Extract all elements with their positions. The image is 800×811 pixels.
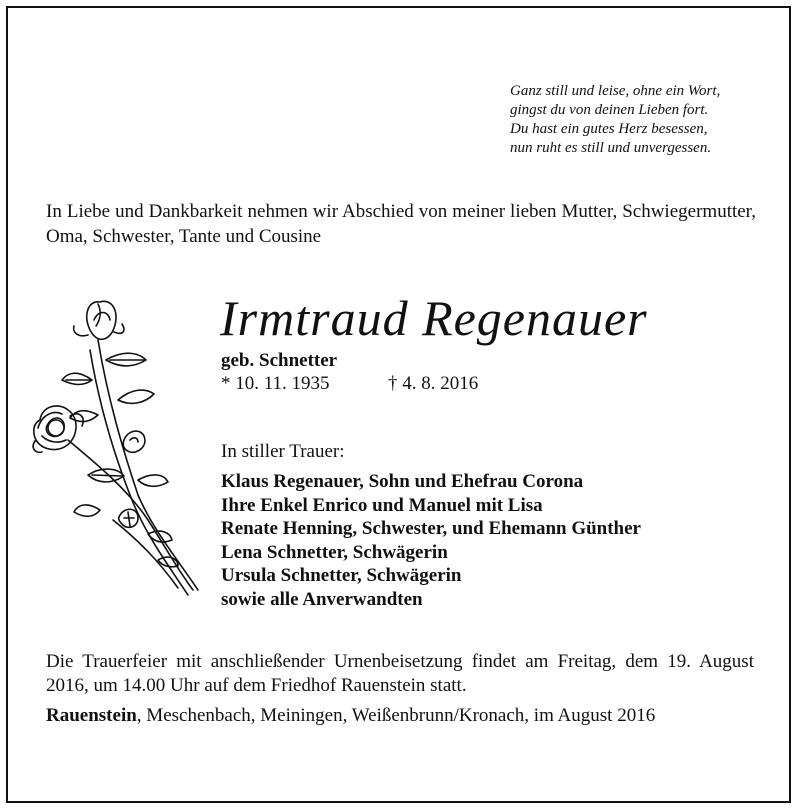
- mourner-line: sowie alle Anverwandten: [221, 588, 423, 610]
- poem-line: gingst du von deinen Lieben fort.: [510, 102, 709, 118]
- mourners-list: [221, 470, 641, 611]
- places-rest: , Meschenbach, Meiningen, Weißenbrunn/Kronach, im August 2016: [136, 705, 656, 726]
- poem: [510, 82, 720, 158]
- deceased-name: Irmtraud Regenauer: [220, 290, 648, 346]
- mourner-line: Ursula Schnetter, Schwägerin: [221, 565, 462, 586]
- intro-text: In Liebe und Dankbarkeit nehmen wir Abschied von meiner lieben Mutter, Schwiegermutter, Oma, Schwester, Tante und Cousine: [46, 201, 756, 247]
- poem-line: Ganz still und leise, ohne ein Wort,: [510, 83, 721, 99]
- ceremony-text: Die Trauerfeier mit anschließender Urnenbeisetzung findet am Freitag, dem 19. August 2016, um 14.00 Uhr auf dem Friedhof Rauenstein statt.: [46, 651, 754, 696]
- mourner-line: Renate Henning, Schwester, und Ehemann Günther: [221, 518, 641, 539]
- mourner-line: Ihre Enkel Enrico und Manuel mit Lisa: [221, 494, 543, 516]
- mourner-line: Lena Schnetter, Schwägerin: [221, 541, 448, 563]
- poem-line: nun ruht es still und unvergessen.: [510, 140, 712, 156]
- mourner-line: Klaus Regenauer, Sohn und Ehefrau Corona: [221, 471, 584, 492]
- places-line: [46, 705, 655, 727]
- mourning-heading: In stiller Trauer:: [221, 441, 345, 462]
- places-first: Rauenstein: [46, 705, 137, 726]
- maiden-name: geb. Schnetter: [221, 350, 338, 371]
- rose-drawing: [28, 290, 218, 600]
- death-date: † 4. 8. 2016: [388, 373, 479, 394]
- birth-date: * 10. 11. 1935: [221, 373, 330, 394]
- poem-line: Du hast ein gutes Herz besessen,: [510, 121, 708, 137]
